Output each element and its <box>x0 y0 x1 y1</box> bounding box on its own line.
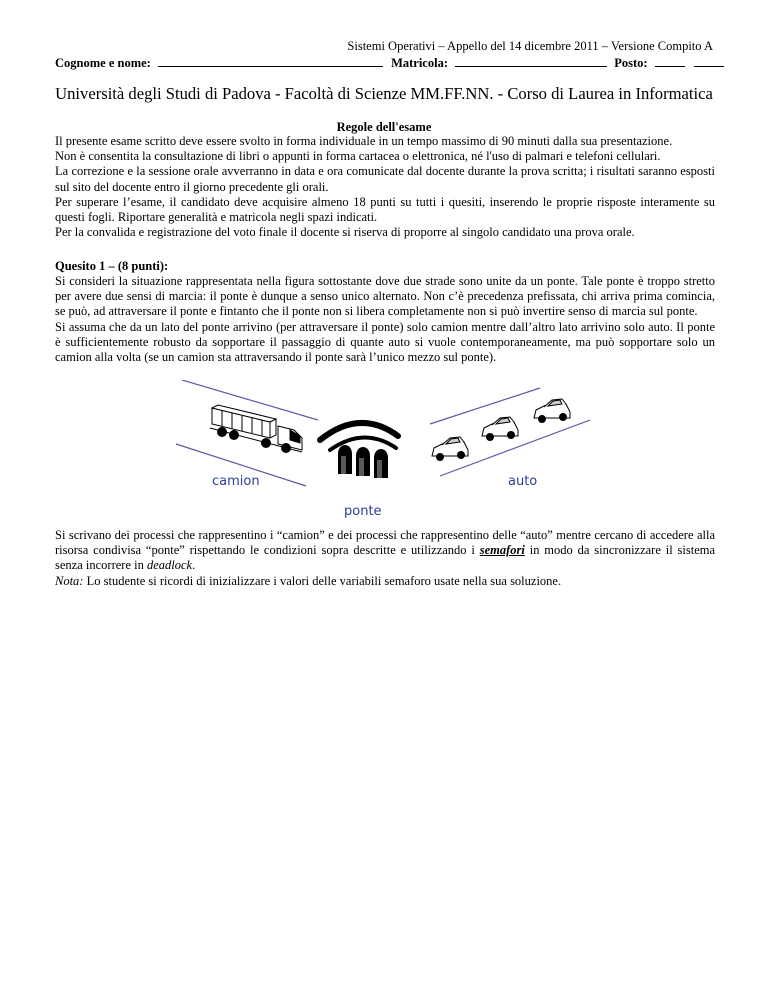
car-icon <box>432 437 468 461</box>
rule-line: Il presente esame scritto deve essere svolto in forma individuale in un tempo massimo di 90 minuti dalla sua presentazione. <box>55 134 673 148</box>
nota-text: Lo studente si ricordi di inizializzare i valori delle variabili semaforo usate nella sua soluzione. <box>86 573 562 588</box>
nota-label: Nota: <box>55 573 84 588</box>
car-icon <box>482 417 518 441</box>
period: . <box>192 558 196 573</box>
rule-line: Per superare l’esame, il candidato deve acquisire almeno 18 punti su tutti i quesiti, inserendo le proprie risposte interamente su questi fogli. Riportare generalità e matricola negli spazi indicati. <box>55 194 715 225</box>
instruction-paragraph <box>55 528 715 574</box>
question-1-instructions <box>55 528 715 589</box>
deadlock-term: deadlock <box>146 558 193 573</box>
posto-blank-2[interactable] <box>694 55 724 67</box>
matricola-label: Matricola: <box>391 56 448 70</box>
car-icon <box>534 399 570 423</box>
rule-line: Non è consentita la consultazione di libri o appunti in forma cartacea o elettronica, né l'uso di palmari e telefoni cellulari. <box>55 149 661 164</box>
bridge-figure <box>160 380 590 526</box>
question-paragraph: Si assuma che da un lato del ponte arrivino (per attraversare il ponte) solo camion mentre dall’altro lato arrivino solo auto. Il ponte è sufficientemente robusto da sopportare il passaggio di quante auto si vuole contemporaneamente, ma può sopportare solo un camion alla volta (se un camion sta attraversando il ponte sarà l’unico mezzo sul ponte). <box>55 319 715 365</box>
instruction-text: Si scrivano dei processi che rappresentino i “camion” e dei processi che rappresentino delle “auto” mentre cercano di accedere alla risorsa condivisa “ponte” rispettando le condizioni sopra descritte e utilizzando i <box>55 528 715 558</box>
question-paragraph: Si consideri la situazione rappresentata nella figura sottostante dove due strade sono unite da un ponte. Tale ponte è troppo stretto per avere due sensi di marcia: il ponte è dunque a senso unico alternato. Non c’è precedenza prefissata, chi arriva prima comincia, se può, ad attraversare il ponte e fintanto che il ponte non si libera completamente non si può invertire senso di marcia sul ponte. <box>55 274 715 319</box>
semafori-term: semafori <box>479 543 525 558</box>
camion-label: camion <box>212 474 260 489</box>
exam-title: Sistemi Operativi – Appello del 14 dicembre 2011 – Versione Compito A <box>347 39 713 53</box>
ponte-label: ponte <box>344 504 382 519</box>
rule-line: Per la convalida e registrazione del voto finale il docente si riserva di proporre al singolo candidato una prova orale. <box>55 225 635 240</box>
instruction-text-cont: in modo da sincronizzare il sistema senza incorrere in <box>55 543 716 573</box>
rule-line: La correzione e la sessione orale avverranno in data e ora comunicate dal docente durante la prova scritta; i risultati saranno esposti sul sito del docente entro il giorno precedente gli orali. <box>55 164 715 194</box>
identification-line <box>55 55 715 71</box>
matricola-blank[interactable] <box>455 55 607 67</box>
bridge-icon <box>320 423 398 478</box>
posto-label: Posto: <box>614 56 648 70</box>
nota-paragraph <box>55 574 715 589</box>
name-blank[interactable] <box>158 55 383 67</box>
road-line-car-top <box>430 388 540 424</box>
posto-blank-1[interactable] <box>655 55 685 67</box>
auto-label: auto <box>508 474 538 489</box>
rules-title: Regole dell'esame <box>336 120 432 134</box>
university-heading: Università degli Studi di Padova - Facoltà di Scienze MM.FF.NN. - Corso di Laurea in Informatica <box>55 84 713 103</box>
question-1-title: Quesito 1 – (8 punti): <box>55 259 169 273</box>
question-1-text <box>55 274 715 365</box>
name-label: Cognome e nome: <box>55 56 151 70</box>
rules-block <box>55 134 715 240</box>
truck-icon <box>210 405 302 453</box>
